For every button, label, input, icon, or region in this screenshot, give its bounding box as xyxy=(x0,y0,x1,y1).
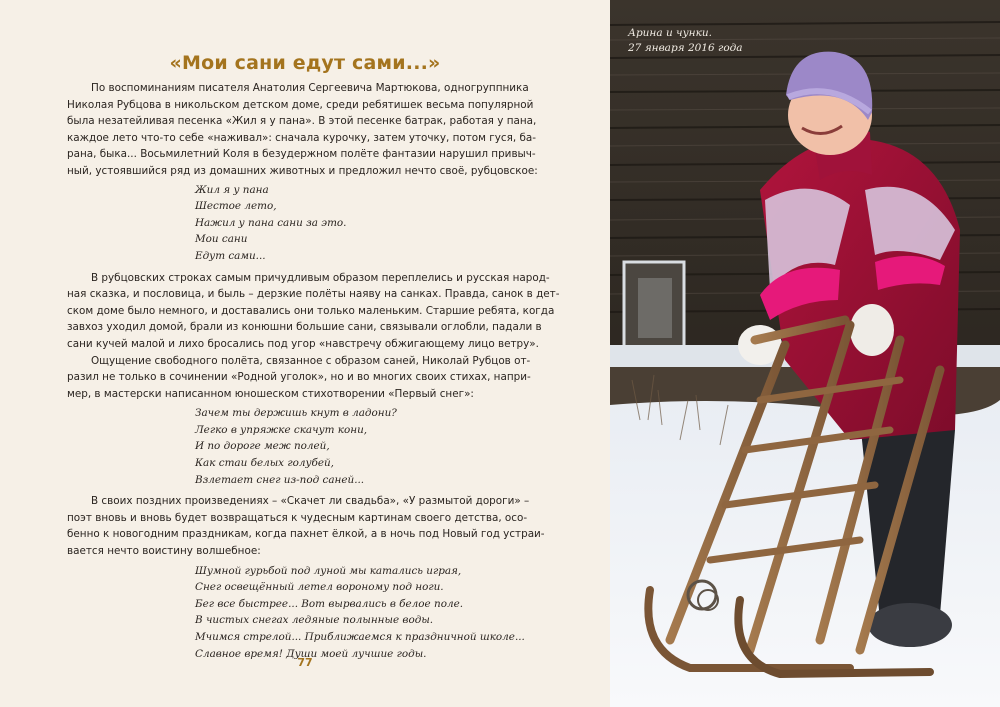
verse-line: Шестое лето, xyxy=(195,200,277,213)
photo-girl-with-sled xyxy=(610,0,1000,707)
verse-line: Зачем ты держишь кнут в ладони? xyxy=(195,407,397,420)
verse-line: Мои сани xyxy=(195,233,248,246)
caption-line: Арина и чунки. xyxy=(628,27,712,39)
text-line: вается нечто воистину волшебное: xyxy=(67,545,261,558)
text-line: В своих поздних произведениях – «Скачет ли свадьба», «У размытой дороги» – xyxy=(91,495,530,508)
page-number: 77 xyxy=(297,656,313,669)
paragraph-2 xyxy=(67,270,579,353)
text-line: сани кучей малой и лихо бросались под угор «навстречу обжигающему лицо ветру». xyxy=(67,337,539,350)
verse-line: Легко в упряжке скачут кони, xyxy=(195,423,368,436)
text-line: рана, быка... Восьмилетний Коля в безудержном полёте фантазии нарушил привыч- xyxy=(67,148,536,161)
photo-caption xyxy=(628,26,743,56)
verse-line: Нажил у пана сани за это. xyxy=(195,216,347,229)
text-line: завхоз уходил домой, брали из конюшни большие сани, связывали оглобли, падали в xyxy=(67,321,542,334)
caption-line: 27 января 2016 года xyxy=(628,42,743,54)
text-line: Ощущение свободного полёта, связанное с образом саней, Николай Рубцов от- xyxy=(91,354,531,367)
text-line: В рубцовских строках самым причудливым образом переплелись и русская народ- xyxy=(91,271,550,284)
verse-line: Жил я у пана xyxy=(195,183,269,196)
verse-line: Снег освещённый летел вороному под ноги. xyxy=(195,581,444,594)
text-line: Николая Рубцова в никольском детском доме, среди ребятишек весьма популярной xyxy=(67,98,534,111)
verse-line: Как стаи белых голубей, xyxy=(195,457,334,470)
text-line: каждое лето что-то себе «наживал»: сначала курочку, затем уточку, потом гуся, ба- xyxy=(67,131,536,144)
text-line: мер, в мастерски написанном юношеском стихотворении «Первый снег»: xyxy=(67,387,474,400)
text-line: ный, устоявшийся ряд из домашних животных и предложил нечто своё, рубцовское: xyxy=(67,164,538,177)
verse-line: Едут сами... xyxy=(195,249,266,262)
verse-line: Славное время! Души моей лучшие годы. xyxy=(195,647,427,660)
verse-line: Шумной гурьбой под луной мы катались играя, xyxy=(195,564,462,577)
verse-line: Мчимся стрелой... Приближаемся к праздничной школе... xyxy=(195,631,525,643)
chapter-title: «Мои сани едут сами...» xyxy=(169,52,441,74)
text-line: ная сказка, и пословица, и быль – дерзкие полёты наяву на санках. Правда, санок в дет- xyxy=(67,288,560,301)
paragraph-1 xyxy=(67,80,579,180)
text-line: По воспоминаниям писателя Анатолия Сергеевича Мартюкова, одногруппника xyxy=(91,82,529,94)
verse-line: Бег все быстрее... Вот вырвались в белое поле. xyxy=(195,597,464,610)
paragraph-3 xyxy=(67,353,579,403)
text-line: была незатейливая песенка «Жил я у пана». В этой песенке батрак, работая у пана, xyxy=(67,115,537,128)
verse-line: Взлетает снег из-под саней... xyxy=(195,473,365,486)
verse-2 xyxy=(67,405,579,488)
paragraph-4 xyxy=(67,493,579,559)
body-text xyxy=(67,80,579,662)
verse-line: В чистых снегах ледяные полынные воды. xyxy=(195,614,434,627)
text-line: поэт вновь и вновь будет возвращаться к чудесным картинам своего детства, осо- xyxy=(67,511,528,524)
verse-3 xyxy=(67,563,579,663)
text-line: разил не только в сочинении «Родной уголок», но и во многих своих стихах, напри- xyxy=(67,371,531,384)
verse-1 xyxy=(67,182,579,265)
verse-line: И по дороге меж полей, xyxy=(195,440,330,453)
text-line: бенно к новогодним праздникам, когда пахнет ёлкой, а в ночь под Новый год устраи- xyxy=(67,528,545,541)
text-line: ском доме было немного, и доставались они только маленьким. Старшие ребята, когда xyxy=(67,304,555,317)
